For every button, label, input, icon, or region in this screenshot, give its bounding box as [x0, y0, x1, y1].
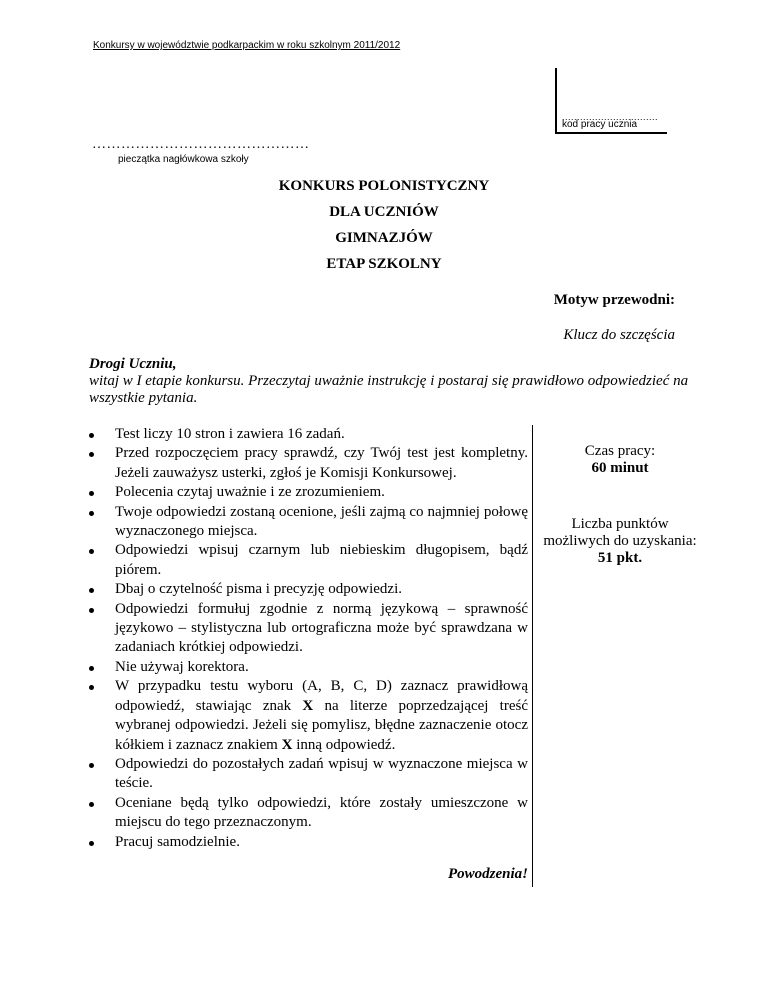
school-stamp-label: pieczątka nagłówkowa szkoły [118, 154, 249, 165]
rule-item: Odpowiedzi wpisuj czarnym lub niebieskim długopisem, bądź piórem. [89, 541, 532, 580]
student-code-field: ................................ [562, 112, 659, 122]
rule-item: Dbaj o czytelność pisma i precyzję odpowiedzi. [89, 580, 532, 599]
header-line: Konkursy w województwie podkarpackim w roku szkolnym 2011/2012 [93, 40, 401, 51]
points-value: 51 pkt. [597, 550, 643, 566]
good-luck-text: Powodzenia! [447, 866, 528, 882]
student-code-label: kod pracy ucznia [562, 119, 638, 130]
rule-item: Polecenia czytaj uważnie i ze zrozumieniem. [89, 483, 532, 502]
rule-item: Twoje odpowiedzi zostaną ocenione, jeśli zajmą co najmniej połowę wyznaczonego miejsca. [89, 503, 532, 542]
motto-label: Motyw przewodni: [553, 292, 675, 308]
greeting [89, 356, 694, 407]
title-line-3: GIMNAZJÓW [335, 230, 433, 246]
rule-item: Oceniane będą tylko odpowiedzi, które zostały umieszczone w miejscu do tego przeznaczonym. [89, 794, 532, 833]
greeting-salutation: Drogi Uczniu, [89, 356, 177, 372]
points-info [535, 516, 705, 567]
rules-panel [89, 425, 533, 887]
rule-item: Odpowiedzi do pozostałych zadań wpisuj w wyznaczone miejsca w teście. [89, 755, 532, 794]
time-label: Czas pracy: [584, 443, 656, 459]
rules-list [89, 425, 532, 852]
student-code-box [555, 68, 667, 134]
rule-item: Pracuj samodzielnie. [89, 833, 532, 852]
points-label-2: możliwych do uzyskania: [543, 533, 697, 549]
greeting-text: witaj w I etapie konkursu. Przeczytaj uważnie instrukcję i postaraj się prawidłowo odpowiedzieć na wszystkie pytania. [89, 373, 689, 406]
motto-text: Klucz do szczęścia [563, 327, 675, 343]
time-info [535, 443, 705, 477]
rule-item: W przypadku testu wyboru (A, B, C, D) zaznacz prawidłową odpowiedź, stawiając znak X na literze poprzedzającej treść wybranej odpowiedzi. Jeżeli się pomylisz, błędne zaznaczenie otocz kółkiem i zaznacz znakiem X inną odpowiedź. [89, 677, 532, 755]
title-line-2: DLA UCZNIÓW [329, 204, 439, 220]
time-value: 60 minut [591, 460, 649, 476]
title-line-1: KONKURS POLONISTYCZNY [278, 178, 490, 194]
title-line-4: ETAP SZKOLNY [326, 256, 442, 272]
rule-item: Test liczy 10 stron i zawiera 16 zadań. [89, 425, 532, 444]
school-stamp-field: ……………………………………… [92, 137, 310, 152]
rule-item: Przed rozpoczęciem pracy sprawdź, czy Twój test jest kompletny. Jeżeli zauważysz usterki, zgłoś je Komisji Konkursowej. [89, 444, 532, 483]
points-label-1: Liczba punktów [571, 516, 669, 532]
rule-item: Nie używaj korektora. [89, 658, 532, 677]
rule-item: Odpowiedzi formułuj zgodnie z normą językową – sprawność językowo – stylistyczna lub ortograficzna może być sprawdzana w zadaniach krótkiej odpowiedzi. [89, 600, 532, 658]
